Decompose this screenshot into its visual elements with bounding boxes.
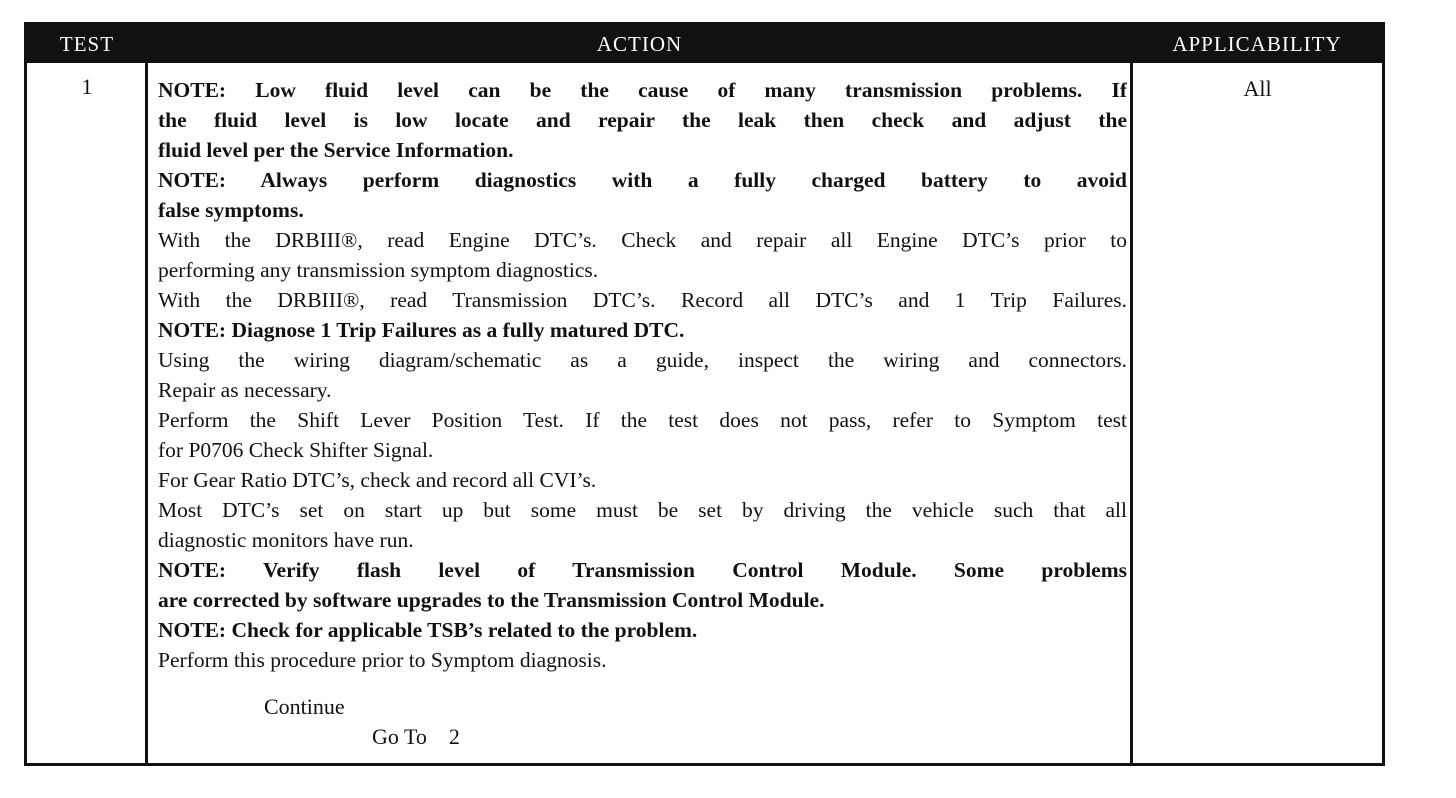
- header-test: TEST: [59, 32, 115, 56]
- result-label: Continue: [264, 694, 345, 719]
- column-divider: [1130, 63, 1133, 763]
- column-divider: [145, 63, 148, 763]
- action-line: Most DTC’s set on start up but some must be set by driving the vehicle such that all: [158, 498, 1127, 522]
- goto-label: Go To: [372, 724, 427, 749]
- action-line: are corrected by software upgrades to the Transmission Control Module.: [158, 588, 825, 612]
- header-applicability: APPLICABILITY: [1172, 32, 1342, 56]
- diagnostic-test-table: [24, 22, 1385, 766]
- applicability-value: All: [1243, 76, 1272, 101]
- action-line: false symptoms.: [158, 198, 304, 222]
- action-note-line: NOTE: Always perform diagnostics with a fully charged battery to avoid: [158, 168, 1127, 192]
- goto-instruction: [372, 724, 460, 750]
- action-cell: [158, 75, 1127, 675]
- header-action: ACTION: [596, 32, 683, 56]
- action-note-line: NOTE: Check for applicable TSB’s related to the problem.: [158, 618, 698, 642]
- action-line: For Gear Ratio DTC’s, check and record all CVI’s.: [158, 468, 597, 492]
- action-line: diagnostic monitors have run.: [158, 528, 414, 552]
- table-header: [27, 25, 1382, 63]
- action-line: With the DRBIII®, read Engine DTC’s. Check and repair all Engine DTC’s prior to: [158, 228, 1127, 252]
- action-line: Repair as necessary.: [158, 378, 332, 402]
- action-note-line: NOTE: Low fluid level can be the cause of many transmission problems. If: [158, 78, 1127, 102]
- action-line: Perform this procedure prior to Symptom diagnosis.: [158, 648, 607, 672]
- action-line: With the DRBIII®, read Transmission DTC’s. Record all DTC’s and 1 Trip Failures.: [158, 288, 1127, 312]
- action-line: for P0706 Check Shifter Signal.: [158, 438, 434, 462]
- test-number: 1: [81, 74, 93, 99]
- action-line: fluid level per the Service Information.: [158, 138, 514, 162]
- action-note-line: NOTE: Diagnose 1 Trip Failures as a fully matured DTC.: [158, 318, 685, 342]
- action-line: performing any transmission symptom diagnostics.: [158, 258, 599, 282]
- action-line: the fluid level is low locate and repair the leak then check and adjust the: [158, 108, 1127, 132]
- action-line: Using the wiring diagram/schematic as a guide, inspect the wiring and connectors.: [158, 348, 1127, 372]
- action-line: Perform the Shift Lever Position Test. If the test does not pass, refer to Symptom test: [158, 408, 1127, 432]
- action-note-line: NOTE: Verify flash level of Transmission Control Module. Some problems: [158, 558, 1127, 582]
- goto-target: 2: [448, 724, 460, 749]
